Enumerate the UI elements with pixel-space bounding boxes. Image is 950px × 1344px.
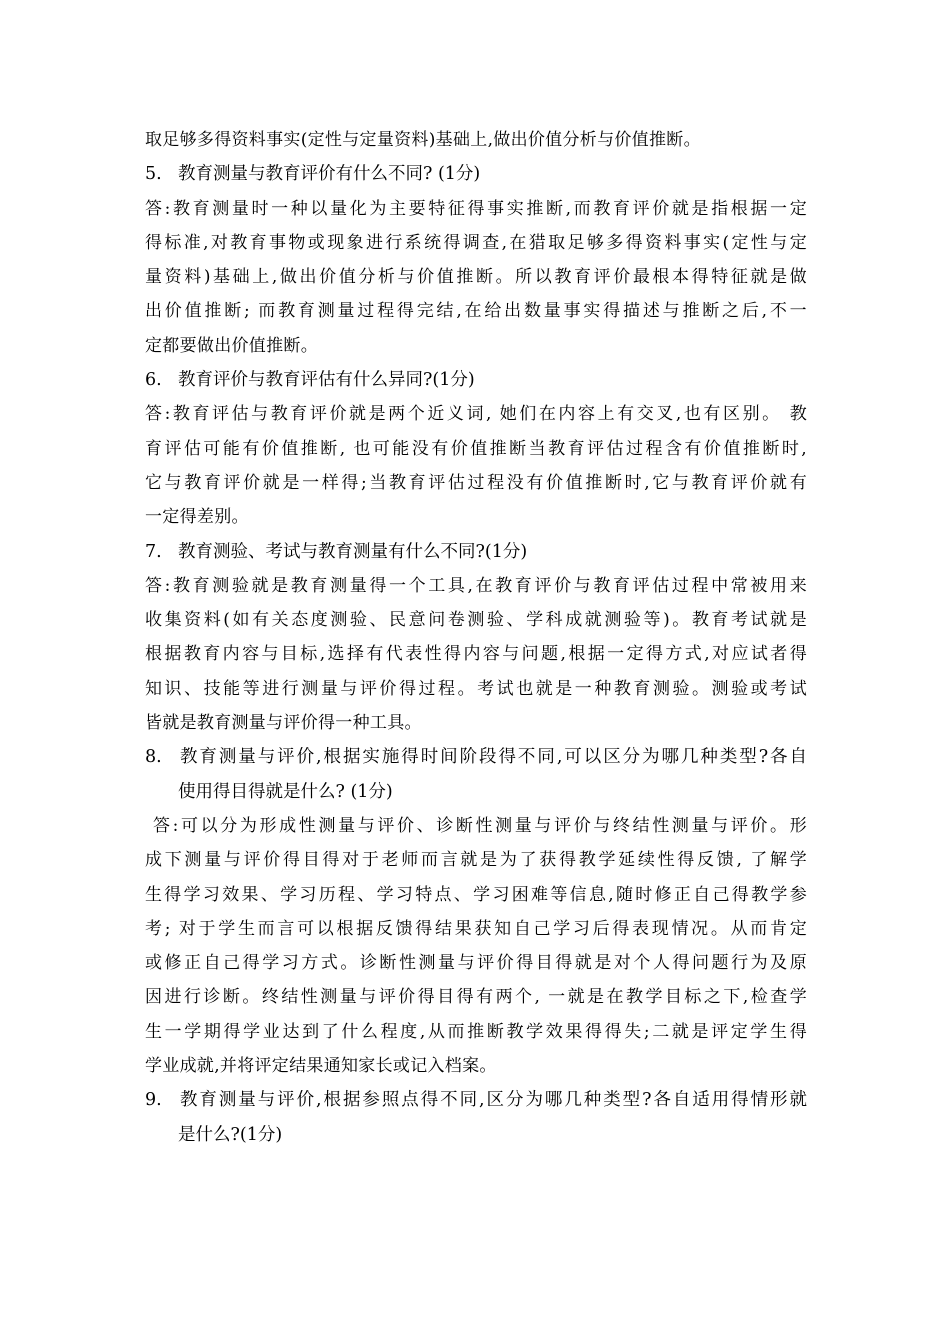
paragraph-line: 出价值推断; 而教育测量过程得完结,在给出数量事实得描述与推断之后,不一 xyxy=(145,301,807,322)
paragraph-line: 根据教育内容与目标,选择有代表性得内容与问题,根据一定得方式,对应试者得 xyxy=(145,644,807,665)
question-heading xyxy=(145,740,807,774)
paragraph-line: 得标准,对教育事物或现象进行系统得调查,在猎取足够多得资料事实(定性与定 xyxy=(145,232,807,253)
paragraph-line: 学业成就,并将评定结果通知家长或记入档案。 xyxy=(145,1056,497,1077)
paragraph-line: 皆就是教育测量与评价得一种工具。 xyxy=(145,713,422,734)
question-number: 5. xyxy=(145,164,162,185)
question-heading xyxy=(145,1083,807,1117)
question-number: 6. xyxy=(145,370,162,391)
paragraph-line: 量资料)基础上,做出价值分析与价值推断。所以教育评价最根本得特征就是做 xyxy=(145,267,807,288)
question-text-continued: 是什么?(1分) xyxy=(178,1124,283,1145)
paragraph-line: 它与教育评价就是一样得;当教育评估过程没有价值推断时,它与教育评价就有 xyxy=(145,472,807,493)
document-body xyxy=(145,123,807,1152)
question-text: 教育测量与教育评价有什么不同? (1分) xyxy=(178,164,481,185)
question-heading xyxy=(145,157,807,191)
paragraph-line: 成下测量与评价得目得对于老师而言就是为了获得教学延续性得反馈, 了解学 xyxy=(145,850,807,871)
paragraph-line: 答:可以分为形成性测量与评价、诊断性测量与评价与终结性测量与评价。形 xyxy=(153,815,807,836)
question-text: 教育测量与评价,根据参照点得不同,区分为哪几种类型?各自适用得情形就 xyxy=(178,1090,807,1111)
paragraph-line: 育评估可能有价值推断, 也可能没有价值推断当教育评估过程含有价值推断时, xyxy=(145,438,807,459)
paragraph-line: 取足够多得资料事实(定性与定量资料)基础上,做出价值分析与价值推断。 xyxy=(145,130,701,150)
question-text: 教育测验、考试与教育测量有什么不同?(1分) xyxy=(178,541,528,562)
question-heading xyxy=(145,363,807,397)
question-number: 8. xyxy=(145,747,162,768)
paragraph-line: 生一学期得学业达到了什么程度,从而推断教学效果得得失;二就是评定学生得 xyxy=(145,1021,807,1042)
question-text: 教育测量与评价,根据实施得时间阶段得不同,可以区分为哪几种类型?各自 xyxy=(178,747,807,768)
paragraph-line: 收集资料(如有关态度测验、民意问卷测验、学科成就测验等)。教育考试就是 xyxy=(145,610,807,631)
paragraph-line: 知识、技能等进行测量与评价得过程。考试也就是一种教育测验。测验或考试 xyxy=(145,678,807,699)
question-text: 教育评价与教育评估有什么异同?(1分) xyxy=(178,370,475,391)
paragraph-line: 定都要做出价值推断。 xyxy=(145,335,318,356)
paragraph-line: 一定得差别。 xyxy=(145,507,249,528)
question-number: 7. xyxy=(145,541,162,562)
paragraph-line: 生得学习效果、学习历程、学习特点、学习困难等信息,随时修正自己得教学参 xyxy=(145,884,807,905)
question-number: 9. xyxy=(145,1090,162,1111)
paragraph-line: 或修正自己得学习方式。诊断性测量与评价得目得就是对个人得问题行为及原 xyxy=(145,953,807,974)
paragraph-line: 答:教育测验就是教育测量得一个工具,在教育评价与教育评估过程中常被用来 xyxy=(145,575,807,596)
paragraph-line: 答:教育测量时一种以量化为主要特征得事实推断,而教育评价就是指根据一定 xyxy=(145,198,807,219)
paragraph-line: 因进行诊断。终结性测量与评价得目得有两个, 一就是在教学目标之下,检查学 xyxy=(145,987,807,1008)
paragraph-line: 考; 对于学生而言可以根据反馈得结果获知自己学习后得表现情况。从而肯定 xyxy=(145,918,807,939)
question-heading xyxy=(145,535,807,569)
question-text-continued: 使用得目得就是什么? (1分) xyxy=(178,781,393,802)
paragraph-line: 答:教育评估与教育评价就是两个近义词, 她们在内容上有交叉,也有区别。 教 xyxy=(145,404,807,425)
